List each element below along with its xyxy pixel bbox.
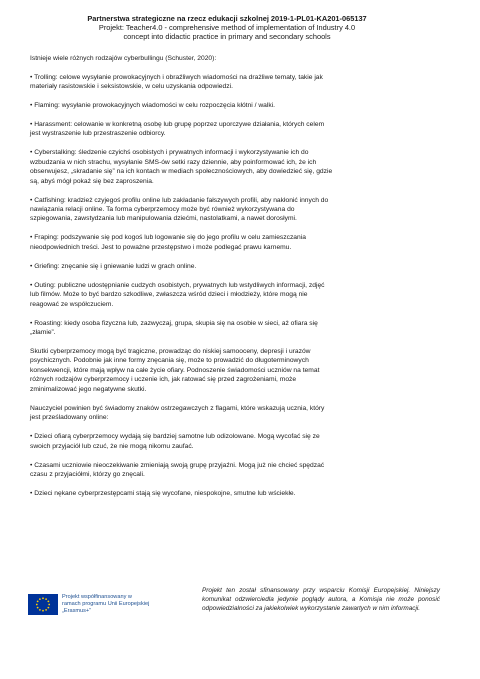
warning-sign-item-line: swoich przyjaciół lub czuć, że nie mogą nikomu zaufać. <box>30 442 194 450</box>
list-item-line: lub filmów. Może to być bardzo szkodliwe, zwłaszcza wśród dzieci i młodzieży, które mogą nie <box>30 291 308 299</box>
eu-star-icon <box>42 610 44 612</box>
warning-sign-item-line: • Dzieci ofiarą cyberprzemocy wydają się bardziej samotne lub odizolowane. Mogą wycofać się ze <box>30 433 320 441</box>
eu-funding-text <box>62 594 149 615</box>
eu-star-icon <box>39 609 41 611</box>
list-item-line: „złamie”. <box>30 329 56 337</box>
list-item-line: materiały rasistowskie i seksistowskie, w celu uzyskania odpowiedzi. <box>30 83 233 91</box>
list-item <box>30 281 424 309</box>
list-item-line: są, abyś mógł pokaż się bez zaproszenia. <box>30 177 154 185</box>
warning-sign-item <box>30 432 424 451</box>
eu-star-icon <box>45 609 47 611</box>
eu-star-icon <box>37 601 39 603</box>
list-item-line: • Roasting: kiedy osoba fizyczna lub, zazwyczaj, grupa, skupia się na osobie w sieci, aż ofiara się <box>30 319 318 327</box>
header-title: Partnerstwa strategiczne na rzecz edukacji szkolnej 2019-1-PL01-KA201-065137 <box>87 14 367 23</box>
effects-paragraph-line: różnych rodzajów cyberprzemocy i uczenie ich, jak ratować się przed zagrożeniami, może <box>30 376 297 384</box>
list-item-line: • Outing: publiczne udostępnianie cudzych osobistych, prywatnych lub wstydliwych informacji, zdjęć <box>30 281 325 289</box>
list-item-line: szpiegowania, zawstydzania lub manipulowania dziećmi, nastolatkami, a nawet dorosłymi. <box>30 215 297 223</box>
warning-sign-item-line: • Dzieci nękane cyberprzestępcami stają się wycofane, niespokojne, smutne lub wściekłe. <box>30 489 296 497</box>
list-item-line: jest wystraszenie lub przestraszenie odbiorcy. <box>30 130 166 138</box>
list-item <box>30 101 424 110</box>
cyberbullying-types-list <box>30 73 424 338</box>
list-item-line: • Catfishing: kradzież czyjegoś profilu online lub zakładanie fałszywych profili, aby nakłonić innych do <box>30 196 329 204</box>
teacher-paragraph-line: jest prześladowany online: <box>30 414 109 422</box>
list-item-line: nieodpowiednich treści. Jest to poważne przestępstwo i może podlegać prawu karnemu. <box>30 243 292 251</box>
eu-star-icon <box>45 598 47 600</box>
effects-paragraph-line: zminimalizować jego negatywne skutki. <box>30 385 147 393</box>
effects-paragraph-line: psychicznych. Podobnie jak inne formy znęcania się, może to prowadzić do długoterminowych <box>30 357 309 365</box>
list-item <box>30 120 424 139</box>
header-project-line-1: Projekt: Teacher4.0 - comprehensive method of implementation of Industry 4.0 <box>98 23 356 33</box>
warning-sign-item <box>30 461 424 480</box>
warning-sign-item <box>30 489 424 498</box>
list-item-line: reagować ze współczuciem. <box>30 300 114 308</box>
eu-star-icon <box>42 597 44 599</box>
eu-star-icon <box>47 607 49 609</box>
warning-sign-item-line: czasu z przyjaciółmi, którzy go znęcali. <box>30 470 145 478</box>
list-item-line: • Cyberstalking: śledzenie czyichś osobistych i prywatnych informacji i wykorzystywanie ich do <box>30 149 309 157</box>
document-header <box>30 14 424 42</box>
eu-star-icon <box>36 604 38 606</box>
eu-flag-icon <box>28 594 58 615</box>
effects-paragraph-line: Skutki cyberprzemocy mogą być tragiczne, prowadząc do niskiej samooceny, depresji i urazów <box>30 348 311 356</box>
list-item-line: • Flaming: wysyłanie prowokacyjnych wiadomości w celu rozpoczęcia kłótni / walki. <box>30 102 276 110</box>
document-footer <box>28 586 440 646</box>
teacher-paragraph <box>30 404 424 423</box>
list-item-line: • Trolling: celowe wysyłanie prowokacyjnych i obraźliwych wiadomości na drażliwe tematy, takie jak <box>30 73 323 81</box>
list-item <box>30 73 424 92</box>
list-item-line: • Griefing: znęcanie się i gniewanie ludzi w grach online. <box>30 262 197 270</box>
warning-signs-list <box>30 432 424 498</box>
eu-funding-block <box>28 594 178 626</box>
effects-paragraph <box>30 347 424 394</box>
teacher-paragraph-line: Nauczyciel powinien być świadomy znaków ostrzegawczych z flagami, które wskazują ucznia, który <box>30 404 325 412</box>
list-item-line: obserwujesz, „skradanie się” na ich kontach w mediach społecznościowych, aby dowiedzieć się, gdzie <box>30 168 333 176</box>
effects-paragraph-line: konsekwencji, które mają wpływ na całe życie ofiary. Podnoszenie świadomości uczniów na temat <box>30 366 320 374</box>
eu-funding-line-1: Projekt współfinansowany w <box>62 594 132 600</box>
list-item <box>30 196 424 224</box>
eu-star-icon <box>48 604 50 606</box>
eu-funding-line-2: ramach programu Unii Europejskiej <box>62 601 150 607</box>
eu-star-icon <box>37 607 39 609</box>
disclaimer-text: Projekt ten został sfinansowany przy wsparciu Komisji Europejskiej. Niniejszy komunikat odzwierciedla jedynie poglądy autora, a Komisja nie może ponosić odpowiedzialności za jakiekolwiek wykorzystanie zawartych w nim informacji. <box>202 587 440 612</box>
eu-star-icon <box>47 601 49 603</box>
list-item-line: nawiązania relacji online. Ta forma cyberprzemocy może być również wykorzystywana do <box>30 206 295 214</box>
list-item-line: • Harassment: celowanie w konkretną osobę lub grupę poprzez uporczywe działania, których celem <box>30 121 325 129</box>
list-item <box>30 233 424 252</box>
list-item <box>30 148 424 186</box>
intro-text: Istnieje wiele różnych rodzajów cyberbullingu (Schuster, 2020): <box>30 54 217 62</box>
list-item-line: wzbudzania w nich strachu, wysyłanie SMS-ów setki razy dziennie, aby poinformować ich, że ich <box>30 158 317 166</box>
eu-star-icon <box>39 598 41 600</box>
list-item <box>30 262 424 271</box>
warning-sign-item-line: • Czasami uczniowie nieoczekiwanie zmieniają swoją grupę przyjaźni. Mogą już nie chcieć spędzać <box>30 461 325 469</box>
eu-funding-line-3: „Erasmus+” <box>62 608 92 614</box>
list-item-line: • Fraping: podszywanie się pod kogoś lub logowanie się do jego profilu w celu zamieszczania <box>30 234 306 242</box>
header-project-line-2: concept into didactic practice in primary and secondary schools <box>123 32 331 42</box>
list-item <box>30 319 424 338</box>
